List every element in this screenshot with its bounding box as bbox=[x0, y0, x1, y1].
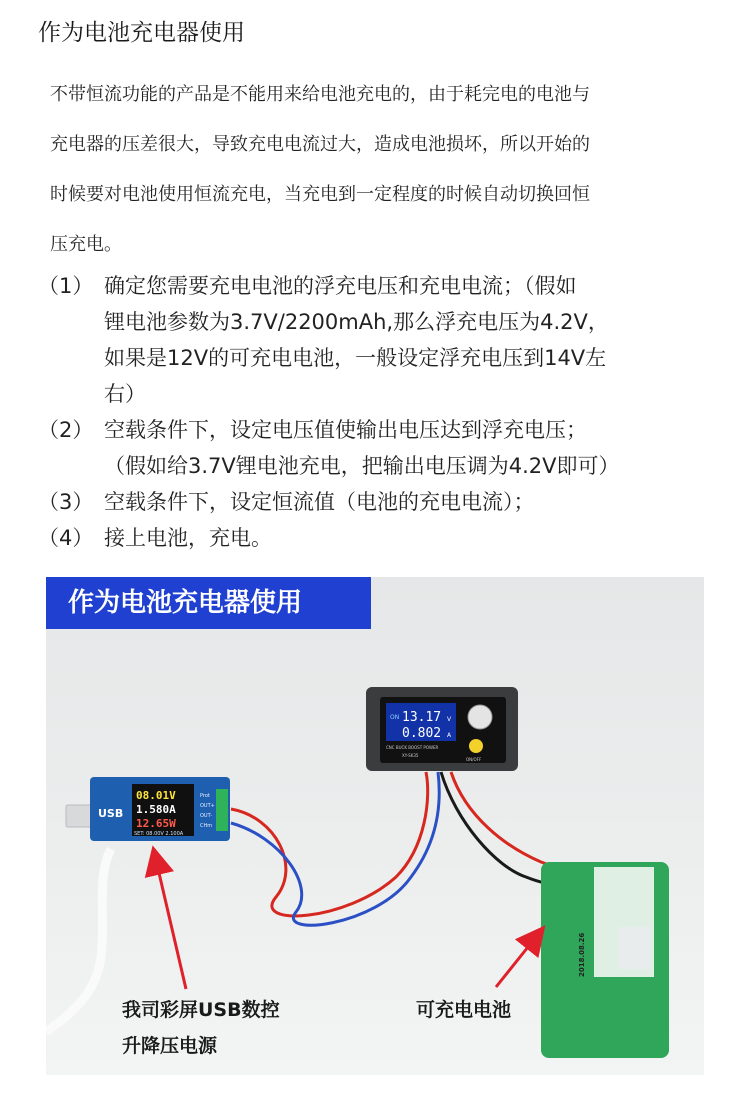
step-2 bbox=[38, 412, 728, 484]
caption-usb-power-2: 升降压电源 bbox=[122, 1035, 218, 1057]
knob-icon bbox=[468, 705, 492, 729]
arrow-to-battery bbox=[496, 937, 536, 987]
buck-boost-module bbox=[366, 687, 518, 771]
usb-pin-label: OUT+ bbox=[200, 803, 215, 809]
usb-voltage-readout: 08.01V bbox=[136, 789, 176, 802]
module-current-readout: 0.802 bbox=[402, 726, 442, 741]
usb-pin-label: CHm bbox=[200, 823, 213, 829]
module-voltage-unit: V bbox=[447, 716, 452, 723]
page-title: 作为电池充电器使用 bbox=[38, 20, 245, 46]
usb-module bbox=[90, 777, 230, 841]
step-4 bbox=[38, 520, 728, 556]
step-number: （2） bbox=[38, 418, 94, 442]
intro-line: 充电器的压差很大，导致充电电流过大，造成电池损坏，所以开始的 bbox=[50, 134, 590, 155]
usb-logo: USB bbox=[98, 807, 124, 820]
steps-list bbox=[38, 268, 728, 556]
usb-set-line: SET: 08.00V 2.100A bbox=[134, 831, 184, 837]
intro-line: 压充电。 bbox=[50, 234, 122, 255]
module-current-unit: A bbox=[447, 732, 452, 739]
intro-paragraph bbox=[50, 70, 710, 270]
battery-date: 2018.08.26 bbox=[578, 932, 586, 977]
arrow-to-usb-module bbox=[156, 860, 186, 989]
step-number: （1） bbox=[38, 274, 94, 298]
step-line: 空载条件下，设定电压值使输出电压达到浮充电压； bbox=[104, 418, 587, 442]
step-line: 锂电池参数为3.7V/2200mAh,那么浮充电压为4.2V， bbox=[104, 310, 609, 334]
battery-pack bbox=[541, 862, 669, 1058]
photo-banner: 作为电池充电器使用 bbox=[46, 577, 371, 629]
module-model: XY-SK35 bbox=[402, 753, 419, 758]
step-number: （4） bbox=[38, 526, 94, 550]
usb-power-readout: 12.65W bbox=[136, 817, 176, 830]
module-on-label: ON bbox=[390, 714, 400, 721]
product-photo bbox=[46, 577, 704, 1075]
usb-cable bbox=[46, 849, 111, 1032]
intro-line: 时候要对电池使用恒流充电，当充电到一定程度的时候自动切换回恒 bbox=[50, 184, 590, 205]
step-3 bbox=[38, 484, 728, 520]
usb-current-readout: 1.580A bbox=[136, 803, 176, 816]
step-line: 接上电池，充电。 bbox=[104, 526, 272, 550]
caption-usb-power: 我司彩屏USB数控 bbox=[122, 999, 280, 1021]
step-line: （假如给3.7V锂电池充电，把输出电压调为4.2V即可） bbox=[104, 454, 620, 478]
module-voltage-readout: 13.17 bbox=[402, 710, 442, 725]
power-button-icon bbox=[469, 739, 483, 753]
step-number: （3） bbox=[38, 490, 94, 514]
module-button-label: ON/OFF bbox=[466, 757, 482, 762]
usb-pin-label: OUT- bbox=[200, 813, 212, 819]
step-line: 确定您需要充电电池的浮充电压和充电电流；（假如 bbox=[104, 274, 577, 298]
step-1 bbox=[38, 268, 728, 412]
step-line: 右） bbox=[104, 382, 146, 406]
usb-pin-label: Prot bbox=[200, 793, 210, 799]
module-brand: CNC BUCK BOOST POWER bbox=[386, 745, 439, 750]
caption-battery: 可充电电池 bbox=[416, 999, 512, 1021]
step-line: 空载条件下，设定恒流值（电池的充电电流）； bbox=[104, 490, 535, 514]
intro-line: 不带恒流功能的产品是不能用来给电池充电的，由于耗完电的电池与 bbox=[50, 84, 590, 105]
step-line: 如果是12V的可充电电池，一般设定浮充电压到14V左 bbox=[104, 346, 607, 370]
